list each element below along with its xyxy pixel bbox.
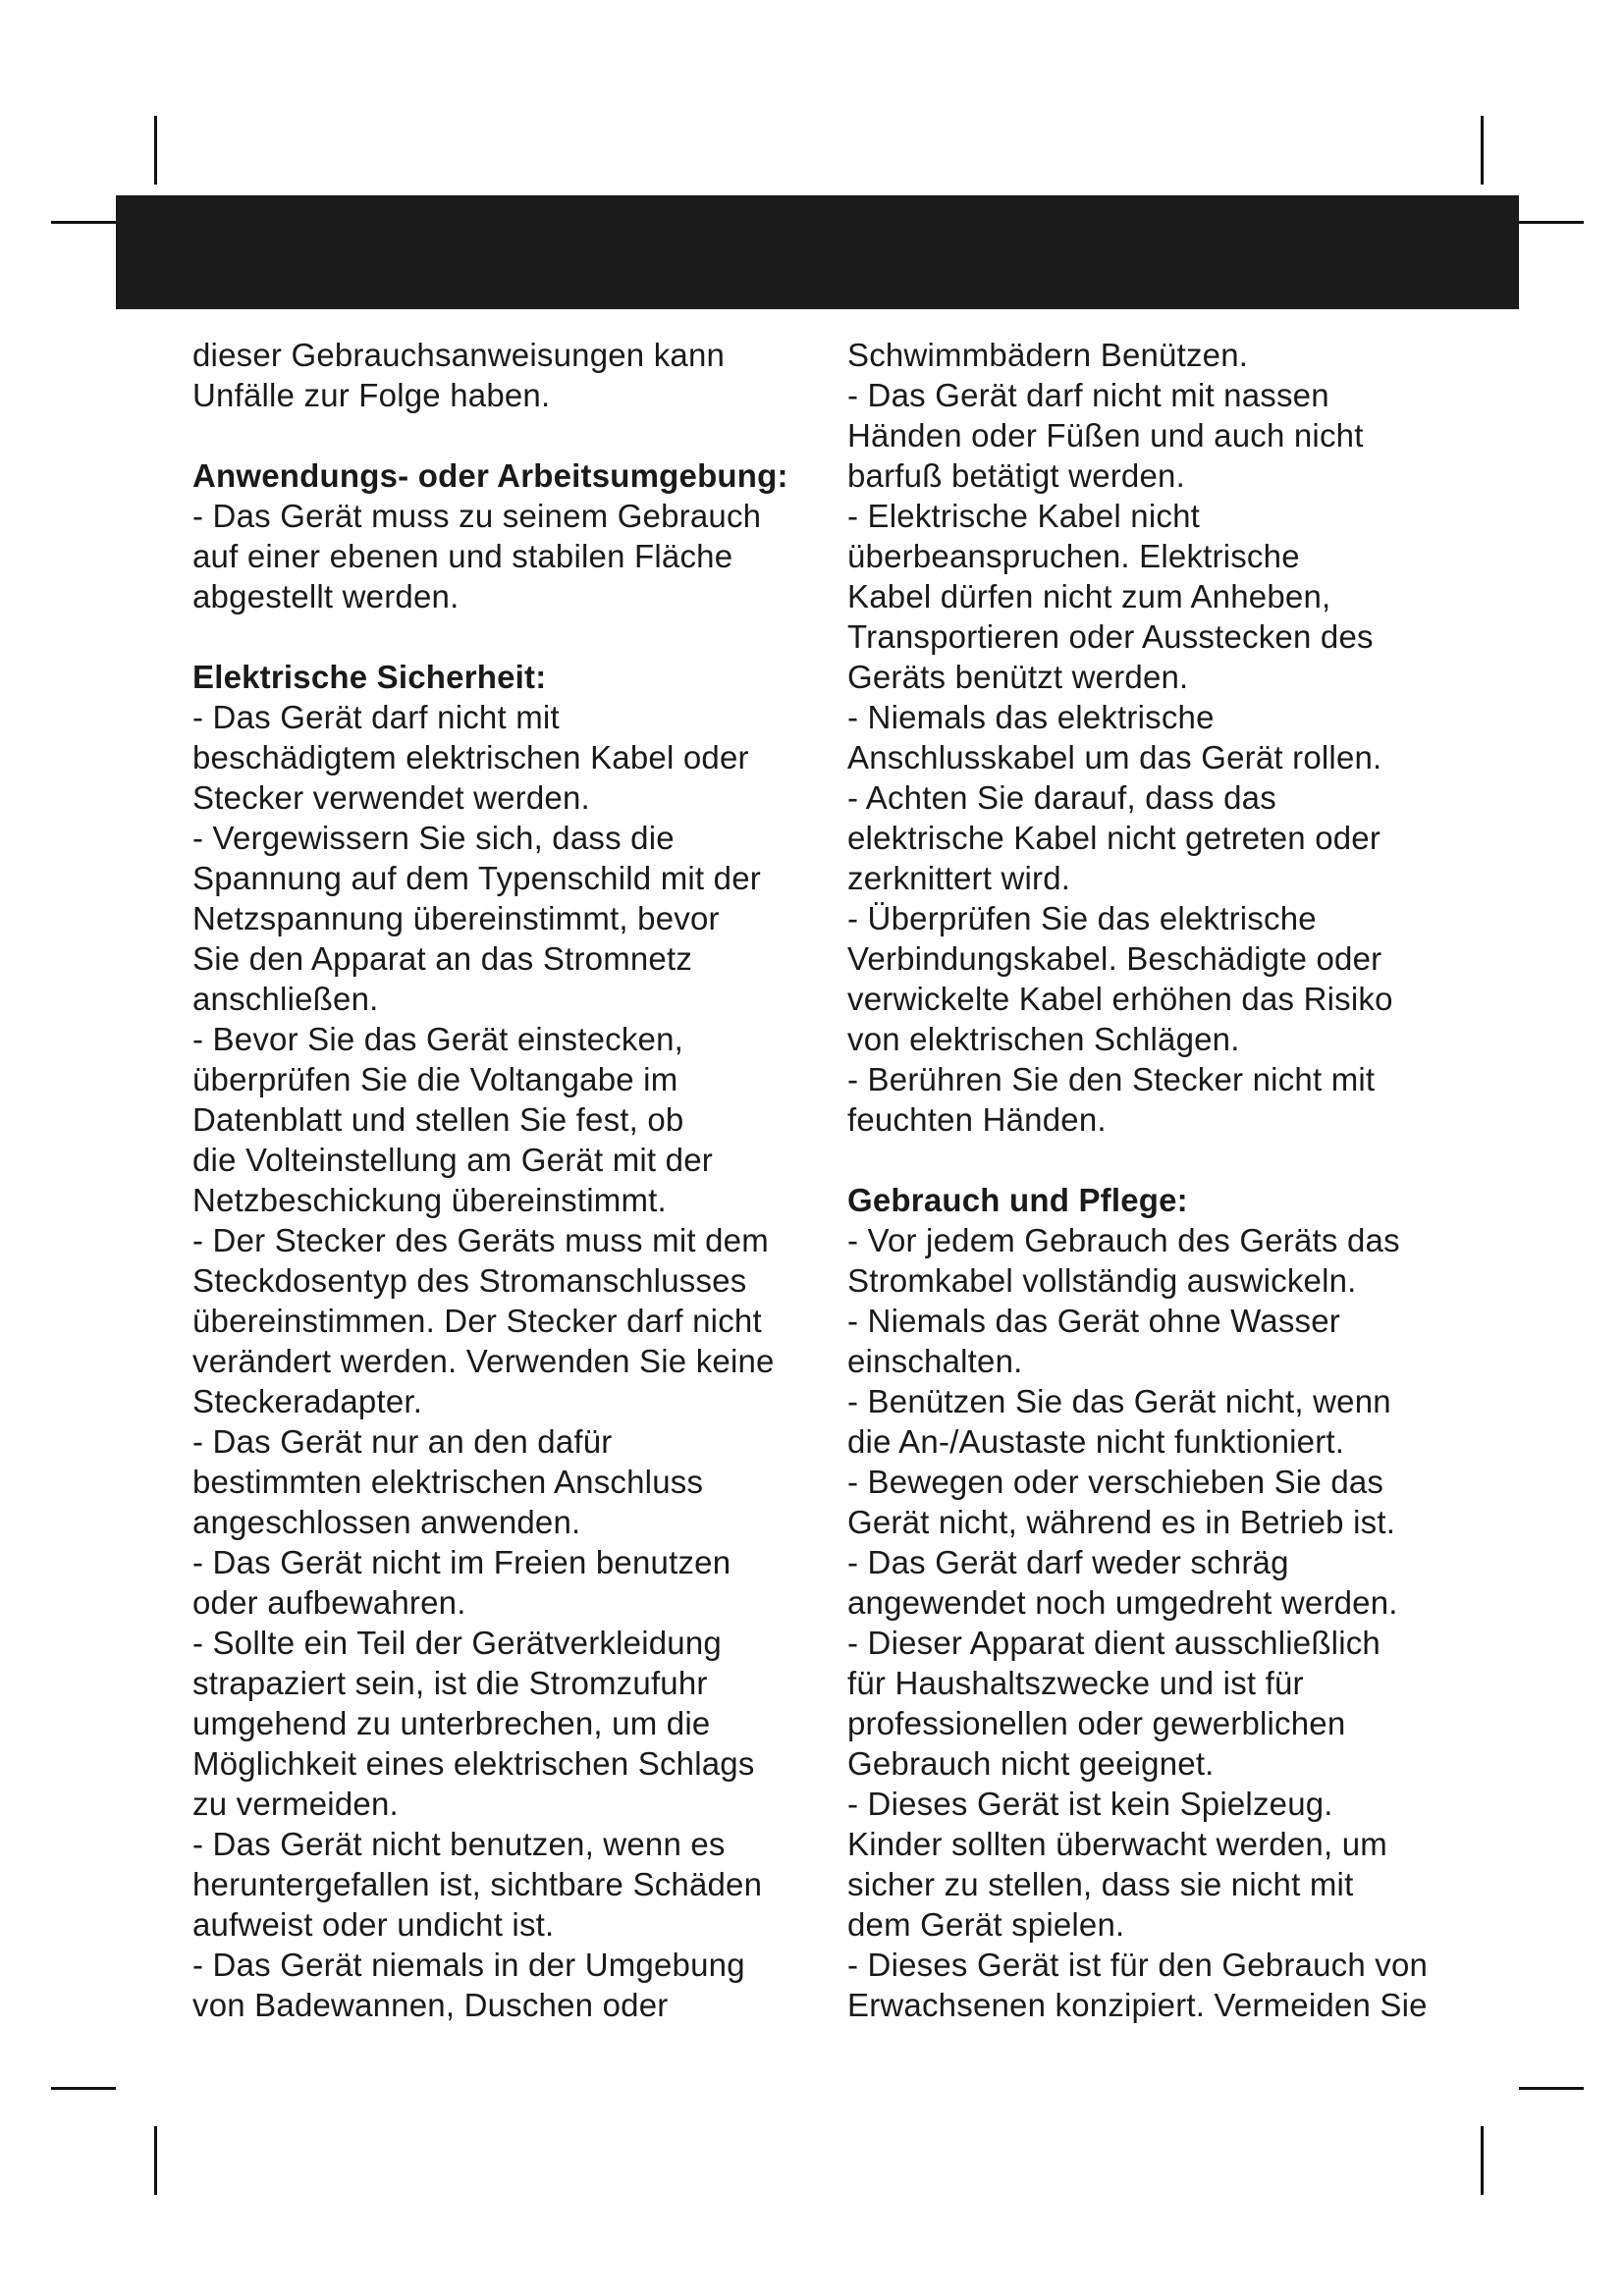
intro-paragraph: dieser Gebrauchsanweisungen kann Unfälle zur Folge haben. [192,337,726,413]
list-item: - Berühren Sie den Stecker nicht mit feuchten Händen. [847,1061,1376,1138]
list-item: - Elektrische Kabel nicht überbeanspruchen. Elektrische Kabel dürfen nicht zum Anheben, Transportieren oder Ausstecken des Geräts benützt werden. [847,498,1374,695]
list-item: - Vergewissern Sie sich, dass die Spannung auf dem Typenschild mit der Netzspannung übereinstimmt, bevor Sie den Apparat an das Stromnetz anschließen. [192,820,761,1017]
list-item: - Das Gerät darf nicht mit beschädigtem elektrischen Kabel oder Stecker verwendet werden. [192,699,749,816]
list-item: - Überprüfen Sie das elektrische Verbindungskabel. Beschädigte oder verwickelte Kabel erhöhen das Risiko von elektrischen Schlägen. [847,900,1393,1057]
list-item: - Achten Sie darauf, dass das elektrische Kabel nicht getreten oder zerknittert wird. [847,779,1381,896]
left-column [192,335,801,2025]
crop-mark-bottom-right-horizontal [1519,2087,1584,2090]
crop-mark-bottom-left-horizontal [51,2087,116,2090]
list-item: - Benützen Sie das Gerät nicht, wenn die An-/Austaste nicht funktioniert. [847,1383,1391,1460]
section-heading-use-and-care: Gebrauch und Pflege: [847,1182,1188,1218]
list-item: - Das Gerät nicht benutzen, wenn es heruntergefallen ist, sichtbare Schäden aufweist oder undicht ist. [192,1826,763,1943]
list-item: - Das Gerät darf weder schräg angewendet noch umgedreht werden. [847,1544,1398,1621]
section-heading-workspace: Anwendungs- oder Arbeitsumgebung: [192,457,788,494]
crop-mark-top-left-horizontal [51,221,116,224]
right-column [847,335,1476,2025]
section-text-workspace: - Das Gerät muss zu seinem Gebrauch auf einer ebenen und stabilen Fläche abgestellt werden. [192,498,762,614]
list-item: - Dieser Apparat dient ausschließlich für Haushaltszwecke und ist für professionellen oder gewerblichen Gebrauch nicht geeignet. [847,1625,1380,1782]
list-item: - Niemals das elektrische Anschlusskabel um das Gerät rollen. [847,699,1382,775]
list-item: - Bewegen oder verschieben Sie das Gerät nicht, während es in Betrieb ist. [847,1464,1396,1540]
list-item: - Niemals das Gerät ohne Wasser einschalten. [847,1303,1340,1379]
list-item: - Das Gerät darf nicht mit nassen Händen oder Füßen und auch nicht barfuß betätigt werden. [847,377,1364,494]
list-item: - Der Stecker des Geräts muss mit dem Steckdosentyp des Stromanschlusses übereinstimmen. Der Stecker darf nicht verändert werden. Verwenden Sie keine Steckeradapter. [192,1222,775,1419]
list-item: - Sollte ein Teil der Gerätverkleidung strapaziert sein, ist die Stromzufuhr umgehend zu unterbrechen, um die Möglichkeit eines elektrischen Schlags zu vermeiden. [192,1625,755,1822]
list-item: - Dieses Gerät ist für den Gebrauch von Erwachsenen konzipiert. Vermeiden Sie [847,1947,1429,2023]
list-item: - Das Gerät nur an den dafür bestimmten elektrischen Anschluss angeschlossen anwenden. [192,1423,704,1540]
crop-mark-bottom-right-vertical [1481,2126,1484,2195]
list-item: - Dieses Gerät ist kein Spielzeug. Kinder sollten überwacht werden, um sicher zu stellen, dass sie nicht mit dem Gerät spielen. [847,1786,1387,1943]
crop-mark-top-right-horizontal [1519,221,1584,224]
list-item: - Das Gerät nicht im Freien benutzen oder aufbewahren. [192,1544,731,1621]
crop-mark-bottom-left-vertical [154,2126,157,2195]
section-heading-electrical-safety: Elektrische Sicherheit: [192,659,547,695]
list-item: - Das Gerät niemals in der Umgebung von Badewannen, Duschen oder [192,1947,745,2023]
list-item: - Bevor Sie das Gerät einstecken, überprüfen Sie die Voltangabe im Datenblatt und stellen Sie fest, ob die Volteinstellung am Gerät mit der Netzbeschickung übereinstimmt. [192,1021,713,1218]
list-item: - Vor jedem Gebrauch des Geräts das Stromkabel vollständig auswickeln. [847,1222,1400,1299]
crop-mark-top-left-vertical [154,116,157,185]
list-item: Schwimmbädern Benützen. [847,337,1249,373]
header-band [116,195,1519,309]
crop-mark-top-right-vertical [1481,116,1484,185]
